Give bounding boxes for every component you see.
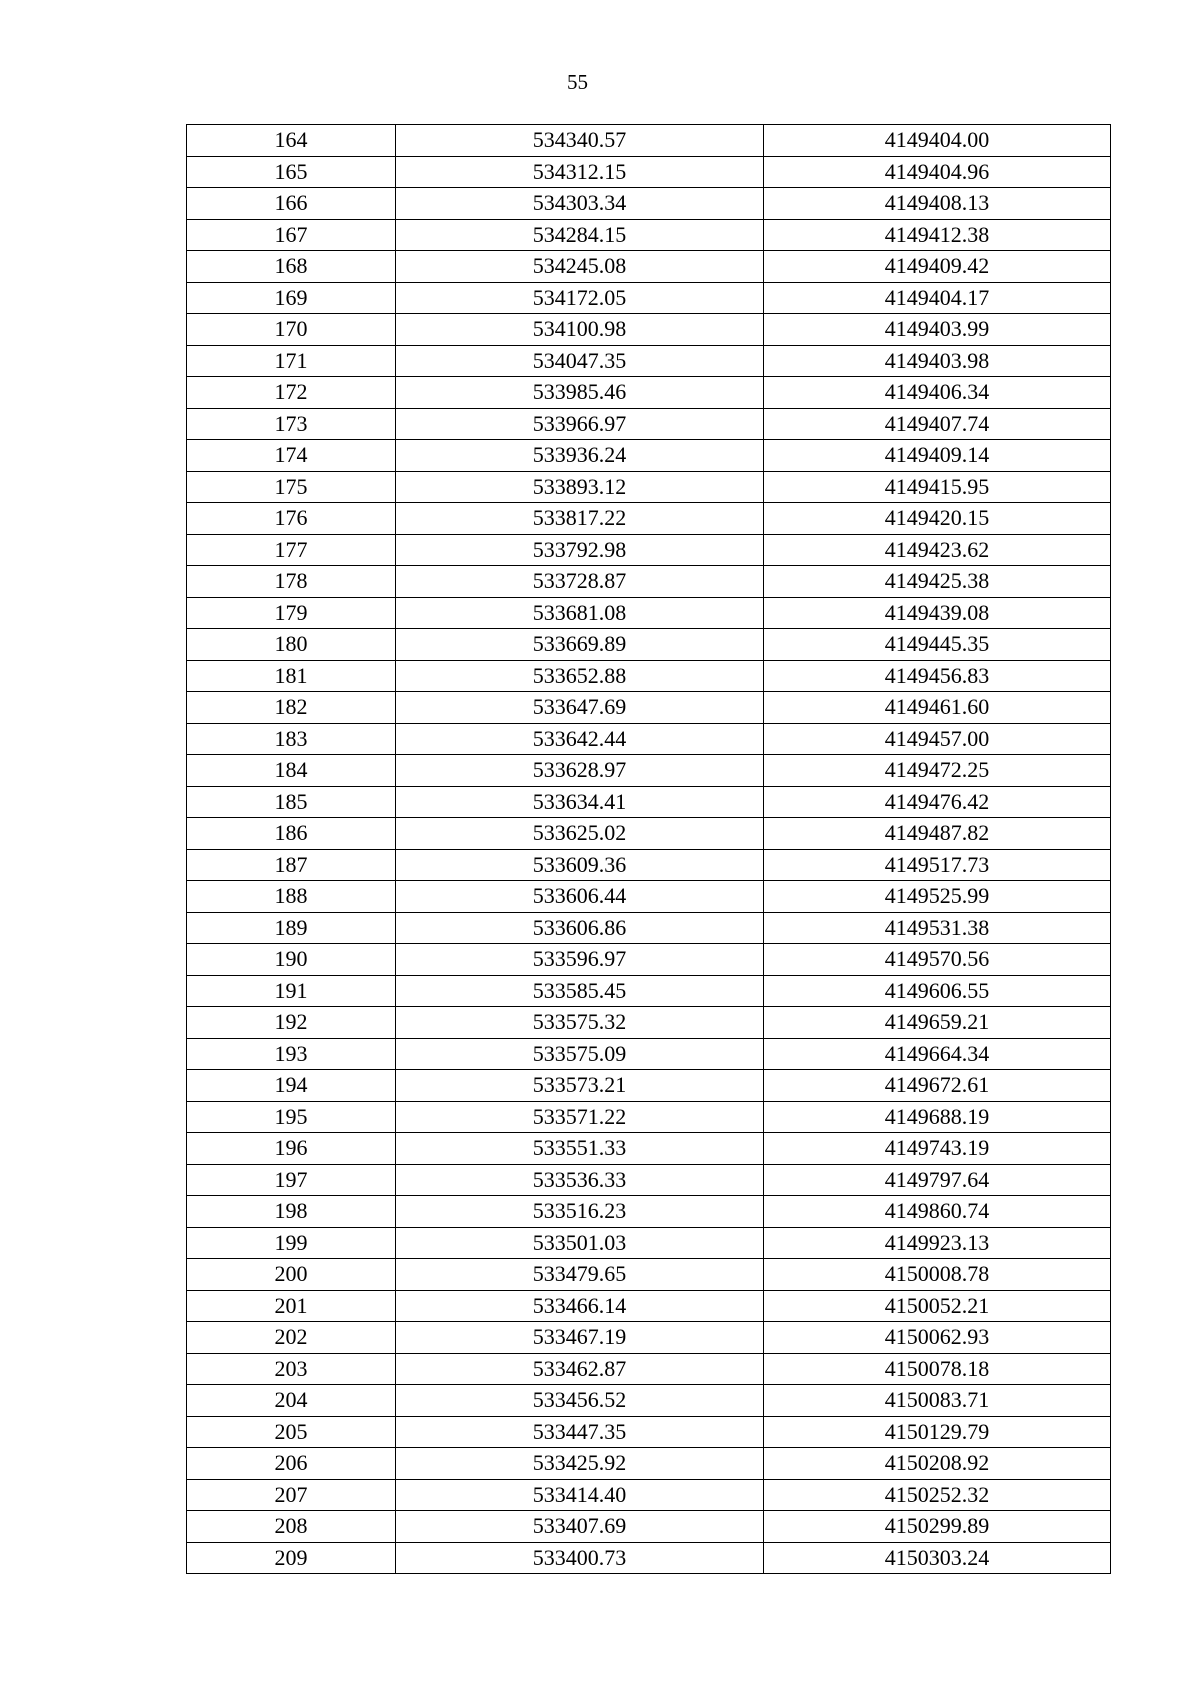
- y-coordinate-cell: 4150252.32: [764, 1479, 1111, 1511]
- point-number-cell: 203: [187, 1353, 396, 1385]
- y-coordinate-cell: 4149664.34: [764, 1038, 1111, 1070]
- x-coordinate-cell: 533606.86: [396, 912, 764, 944]
- y-coordinate-cell: 4149456.83: [764, 660, 1111, 692]
- x-coordinate-cell: 534172.05: [396, 282, 764, 314]
- x-coordinate-cell: 533817.22: [396, 503, 764, 535]
- point-number-cell: 166: [187, 188, 396, 220]
- y-coordinate-cell: 4149659.21: [764, 1007, 1111, 1039]
- page-number: 55: [567, 70, 588, 94]
- table-row: [187, 1511, 1111, 1543]
- point-number-cell: 198: [187, 1196, 396, 1228]
- y-coordinate-cell: 4149420.15: [764, 503, 1111, 535]
- y-coordinate-cell: 4149688.19: [764, 1101, 1111, 1133]
- point-number-cell: 167: [187, 219, 396, 251]
- table-row: [187, 345, 1111, 377]
- table-row: [187, 1007, 1111, 1039]
- point-number-cell: 196: [187, 1133, 396, 1165]
- point-number-cell: 171: [187, 345, 396, 377]
- x-coordinate-cell: 533479.65: [396, 1259, 764, 1291]
- y-coordinate-cell: 4149923.13: [764, 1227, 1111, 1259]
- point-number-cell: 184: [187, 755, 396, 787]
- y-coordinate-cell: 4149404.17: [764, 282, 1111, 314]
- table-row: [187, 944, 1111, 976]
- x-coordinate-cell: 533516.23: [396, 1196, 764, 1228]
- table-row: [187, 251, 1111, 283]
- table-row: [187, 219, 1111, 251]
- table-row: [187, 1133, 1111, 1165]
- table-row: [187, 534, 1111, 566]
- point-number-cell: 180: [187, 629, 396, 661]
- x-coordinate-cell: 533575.32: [396, 1007, 764, 1039]
- x-coordinate-cell: 534245.08: [396, 251, 764, 283]
- x-coordinate-cell: 533575.09: [396, 1038, 764, 1070]
- y-coordinate-cell: 4149606.55: [764, 975, 1111, 1007]
- table-row: [187, 912, 1111, 944]
- x-coordinate-cell: 534284.15: [396, 219, 764, 251]
- point-number-cell: 179: [187, 597, 396, 629]
- point-number-cell: 178: [187, 566, 396, 598]
- point-number-cell: 204: [187, 1385, 396, 1417]
- table-row: [187, 1385, 1111, 1417]
- point-number-cell: 201: [187, 1290, 396, 1322]
- table-row: [187, 188, 1111, 220]
- y-coordinate-cell: 4149487.82: [764, 818, 1111, 850]
- x-coordinate-cell: 533551.33: [396, 1133, 764, 1165]
- x-coordinate-cell: 533985.46: [396, 377, 764, 409]
- point-number-cell: 205: [187, 1416, 396, 1448]
- table-row: [187, 1479, 1111, 1511]
- x-coordinate-cell: 534047.35: [396, 345, 764, 377]
- y-coordinate-cell: 4150078.18: [764, 1353, 1111, 1385]
- point-number-cell: 209: [187, 1542, 396, 1574]
- point-number-cell: 175: [187, 471, 396, 503]
- table-row: [187, 503, 1111, 535]
- point-number-cell: 195: [187, 1101, 396, 1133]
- table-row: [187, 723, 1111, 755]
- point-number-cell: 197: [187, 1164, 396, 1196]
- x-coordinate-cell: 533456.52: [396, 1385, 764, 1417]
- y-coordinate-cell: 4149525.99: [764, 881, 1111, 913]
- point-number-cell: 207: [187, 1479, 396, 1511]
- table-row: [187, 1196, 1111, 1228]
- y-coordinate-cell: 4149425.38: [764, 566, 1111, 598]
- table-row: [187, 1227, 1111, 1259]
- y-coordinate-cell: 4149407.74: [764, 408, 1111, 440]
- y-coordinate-cell: 4149423.62: [764, 534, 1111, 566]
- x-coordinate-cell: 533625.02: [396, 818, 764, 850]
- x-coordinate-cell: 533536.33: [396, 1164, 764, 1196]
- table-row: [187, 1070, 1111, 1102]
- table-row: [187, 282, 1111, 314]
- x-coordinate-cell: 533936.24: [396, 440, 764, 472]
- x-coordinate-cell: 533585.45: [396, 975, 764, 1007]
- x-coordinate-cell: 533447.35: [396, 1416, 764, 1448]
- y-coordinate-cell: 4149404.96: [764, 156, 1111, 188]
- point-number-cell: 199: [187, 1227, 396, 1259]
- table-row: [187, 408, 1111, 440]
- y-coordinate-cell: 4149408.13: [764, 188, 1111, 220]
- y-coordinate-cell: 4149412.38: [764, 219, 1111, 251]
- point-number-cell: 183: [187, 723, 396, 755]
- point-number-cell: 173: [187, 408, 396, 440]
- y-coordinate-cell: 4149531.38: [764, 912, 1111, 944]
- table-row: [187, 377, 1111, 409]
- x-coordinate-cell: 533893.12: [396, 471, 764, 503]
- table-row: [187, 125, 1111, 157]
- table-row: [187, 975, 1111, 1007]
- table-row: [187, 1259, 1111, 1291]
- point-number-cell: 206: [187, 1448, 396, 1480]
- y-coordinate-cell: 4150299.89: [764, 1511, 1111, 1543]
- y-coordinate-cell: 4149409.42: [764, 251, 1111, 283]
- x-coordinate-cell: 533466.14: [396, 1290, 764, 1322]
- table-row: [187, 818, 1111, 850]
- coordinates-table-body: [187, 125, 1111, 1574]
- table-row: [187, 440, 1111, 472]
- y-coordinate-cell: 4150208.92: [764, 1448, 1111, 1480]
- point-number-cell: 170: [187, 314, 396, 346]
- point-number-cell: 172: [187, 377, 396, 409]
- x-coordinate-cell: 533573.21: [396, 1070, 764, 1102]
- point-number-cell: 185: [187, 786, 396, 818]
- y-coordinate-cell: 4149672.61: [764, 1070, 1111, 1102]
- point-number-cell: 200: [187, 1259, 396, 1291]
- table-row: [187, 1542, 1111, 1574]
- table-row: [187, 566, 1111, 598]
- y-coordinate-cell: 4149403.98: [764, 345, 1111, 377]
- y-coordinate-cell: 4149517.73: [764, 849, 1111, 881]
- x-coordinate-cell: 533609.36: [396, 849, 764, 881]
- y-coordinate-cell: 4150083.71: [764, 1385, 1111, 1417]
- y-coordinate-cell: 4150129.79: [764, 1416, 1111, 1448]
- table-row: [187, 471, 1111, 503]
- x-coordinate-cell: 533634.41: [396, 786, 764, 818]
- y-coordinate-cell: 4149404.00: [764, 125, 1111, 157]
- coordinates-table: [186, 124, 1111, 1574]
- x-coordinate-cell: 533647.69: [396, 692, 764, 724]
- table-row: [187, 1164, 1111, 1196]
- point-number-cell: 194: [187, 1070, 396, 1102]
- point-number-cell: 188: [187, 881, 396, 913]
- y-coordinate-cell: 4149797.64: [764, 1164, 1111, 1196]
- x-coordinate-cell: 534303.34: [396, 188, 764, 220]
- table-row: [187, 849, 1111, 881]
- y-coordinate-cell: 4149461.60: [764, 692, 1111, 724]
- x-coordinate-cell: 534340.57: [396, 125, 764, 157]
- table-row: [187, 1290, 1111, 1322]
- table-row: [187, 692, 1111, 724]
- table-row: [187, 881, 1111, 913]
- table-row: [187, 1322, 1111, 1354]
- table-row: [187, 660, 1111, 692]
- table-row: [187, 1101, 1111, 1133]
- x-coordinate-cell: 534100.98: [396, 314, 764, 346]
- table-row: [187, 629, 1111, 661]
- x-coordinate-cell: 533596.97: [396, 944, 764, 976]
- y-coordinate-cell: 4149457.00: [764, 723, 1111, 755]
- point-number-cell: 193: [187, 1038, 396, 1070]
- table-row: [187, 597, 1111, 629]
- x-coordinate-cell: 533728.87: [396, 566, 764, 598]
- point-number-cell: 208: [187, 1511, 396, 1543]
- x-coordinate-cell: 533792.98: [396, 534, 764, 566]
- table-row: [187, 1353, 1111, 1385]
- y-coordinate-cell: 4149439.08: [764, 597, 1111, 629]
- x-coordinate-cell: 533642.44: [396, 723, 764, 755]
- table-row: [187, 786, 1111, 818]
- y-coordinate-cell: 4150303.24: [764, 1542, 1111, 1574]
- y-coordinate-cell: 4150008.78: [764, 1259, 1111, 1291]
- x-coordinate-cell: 533606.44: [396, 881, 764, 913]
- point-number-cell: 174: [187, 440, 396, 472]
- x-coordinate-cell: 533571.22: [396, 1101, 764, 1133]
- point-number-cell: 177: [187, 534, 396, 566]
- point-number-cell: 164: [187, 125, 396, 157]
- table-row: [187, 1038, 1111, 1070]
- point-number-cell: 176: [187, 503, 396, 535]
- x-coordinate-cell: 533652.88: [396, 660, 764, 692]
- table-row: [187, 1448, 1111, 1480]
- y-coordinate-cell: 4149476.42: [764, 786, 1111, 818]
- point-number-cell: 186: [187, 818, 396, 850]
- y-coordinate-cell: 4149409.14: [764, 440, 1111, 472]
- x-coordinate-cell: 533681.08: [396, 597, 764, 629]
- x-coordinate-cell: 533501.03: [396, 1227, 764, 1259]
- y-coordinate-cell: 4149403.99: [764, 314, 1111, 346]
- x-coordinate-cell: 533407.69: [396, 1511, 764, 1543]
- x-coordinate-cell: 533467.19: [396, 1322, 764, 1354]
- x-coordinate-cell: 533669.89: [396, 629, 764, 661]
- table-row: [187, 755, 1111, 787]
- point-number-cell: 165: [187, 156, 396, 188]
- x-coordinate-cell: 534312.15: [396, 156, 764, 188]
- y-coordinate-cell: 4150062.93: [764, 1322, 1111, 1354]
- point-number-cell: 187: [187, 849, 396, 881]
- point-number-cell: 191: [187, 975, 396, 1007]
- x-coordinate-cell: 533966.97: [396, 408, 764, 440]
- y-coordinate-cell: 4149445.35: [764, 629, 1111, 661]
- table-row: [187, 314, 1111, 346]
- point-number-cell: 169: [187, 282, 396, 314]
- point-number-cell: 168: [187, 251, 396, 283]
- y-coordinate-cell: 4149406.34: [764, 377, 1111, 409]
- point-number-cell: 181: [187, 660, 396, 692]
- x-coordinate-cell: 533462.87: [396, 1353, 764, 1385]
- y-coordinate-cell: 4149860.74: [764, 1196, 1111, 1228]
- y-coordinate-cell: 4149472.25: [764, 755, 1111, 787]
- point-number-cell: 192: [187, 1007, 396, 1039]
- x-coordinate-cell: 533628.97: [396, 755, 764, 787]
- y-coordinate-cell: 4149415.95: [764, 471, 1111, 503]
- point-number-cell: 182: [187, 692, 396, 724]
- point-number-cell: 202: [187, 1322, 396, 1354]
- x-coordinate-cell: 533400.73: [396, 1542, 764, 1574]
- y-coordinate-cell: 4149570.56: [764, 944, 1111, 976]
- y-coordinate-cell: 4150052.21: [764, 1290, 1111, 1322]
- x-coordinate-cell: 533425.92: [396, 1448, 764, 1480]
- table-row: [187, 1416, 1111, 1448]
- point-number-cell: 190: [187, 944, 396, 976]
- table-row: [187, 156, 1111, 188]
- point-number-cell: 189: [187, 912, 396, 944]
- y-coordinate-cell: 4149743.19: [764, 1133, 1111, 1165]
- x-coordinate-cell: 533414.40: [396, 1479, 764, 1511]
